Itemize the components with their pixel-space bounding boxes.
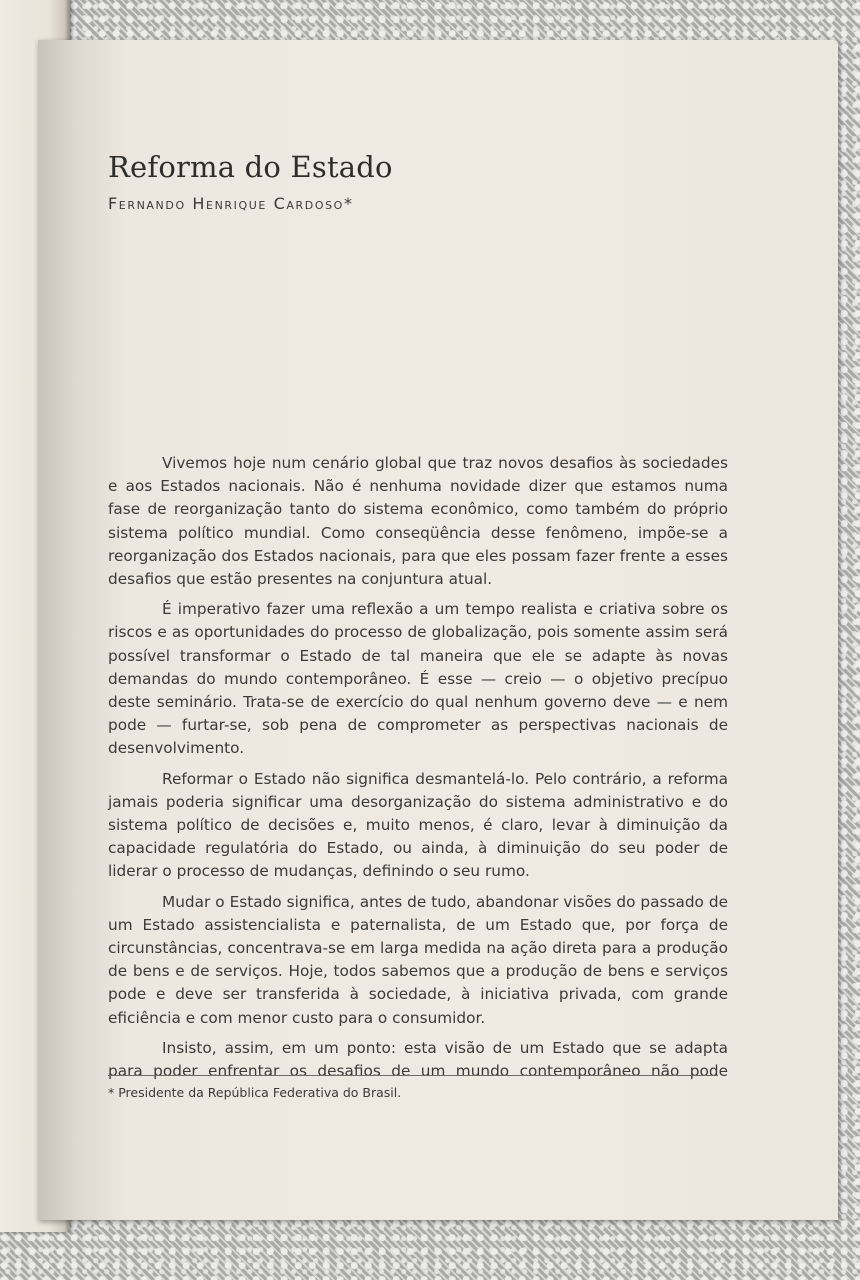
article-author: Fernando Henrique Cardoso*	[108, 194, 354, 213]
article-header	[108, 150, 728, 213]
article-title: Reforma do Estado	[108, 150, 393, 184]
footnote-divider	[108, 1075, 718, 1076]
paragraph-2: É imperativo fazer uma reflexão a um tempo realista e criativa sobre os riscos e as oportunidades do processo de globalização, pois somente assim será possível transformar o Estado de tal maneira que ele se adapte às novas demandas do mundo contemporâneo. É esse — creio — o objetivo precípuo deste seminário. Trata-se de exercício do qual nenhum governo deve — e nem pode — furtar-se, sob pena de comprometer as perspectivas nacionais de desenvolvimento.	[108, 600, 728, 758]
footnote: * Presidente da República Federativa do Brasil.	[108, 1085, 402, 1100]
paragraph-4: Mudar o Estado significa, antes de tudo, abandonar visões do passado de um Estado assistencialista e paternalista, de um Estado que, por força de circunstâncias, concentrava-se em larga medida na ação direta para a produção de bens e de serviços. Hoje, todos sabemos que a produção de bens e serviços pode e deve ser transferida à sociedade, à iniciativa privada, com grande eficiência e com menor custo para o consumidor.	[108, 892, 728, 1027]
paragraph-5: Insisto, assim, em um ponto: esta visão de um Estado que se adapta para poder enfrentar os desafios de um mundo contemporâneo não pode	[108, 1038, 728, 1081]
article-body	[108, 452, 728, 1090]
paragraph-3: Reformar o Estado não significa desmantelá-lo. Pelo contrário, a reforma jamais poderia significar uma desorganização do sistema administrativo e do sistema político de decisões e, muito menos, é claro, levar à diminuição da capacidade regulatória do Estado, ou ainda, à diminuição do seu poder de liderar o processo de mudanças, definindo o seu rumo.	[108, 769, 728, 881]
paragraph-1: Vivemos hoje num cenário global que traz novos desafios às sociedades e aos Estados nacionais. Não é nenhuma novidade dizer que estamos numa fase de reorganização tanto do sistema econômico, como também do próprio sistema político mundial. Como conseqüência desse fenômeno, impõe-se a reorganização dos Estados nacionais, para que eles possam fazer frente a esses desafios que estão presentes na conjuntura atual.	[108, 454, 728, 589]
